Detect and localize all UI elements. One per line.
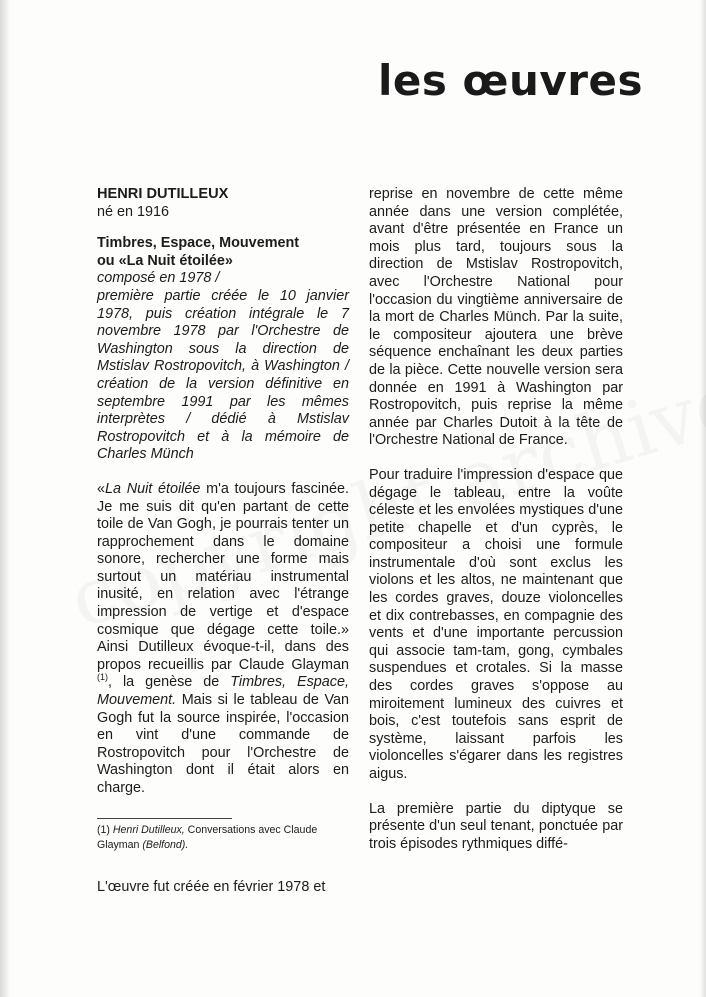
left-column (97, 186, 349, 896)
author-birth: né en 1916 (97, 203, 170, 220)
footnote-divider (97, 818, 232, 819)
page-title: les œuvres (378, 56, 643, 105)
quote-paragraph (97, 481, 349, 798)
quote-text: m'a toujours fascinée. Je me suis dit qu'en partant de cette toile de Van Gogh, je pourrais tenter un rapprochement dans le domaine sonore, rechercher une forme mais surtout un matériau instrumental inusité, en relation avec l'étrange impression de vertige et d'espace cosmique que dégage cette toile.» Ainsi Dutilleux évoque-t-il, dans des propos recueillis par Claude Glayman (97, 480, 349, 673)
quote-work-title: Timbres, Espace, Mouvement. (97, 674, 349, 709)
author-name: HENRI DUTILLEUX (97, 186, 229, 202)
footnote (97, 823, 349, 853)
right-paragraph-3: La première partie du diptyque se présente d'un seul tenant, ponctuée par trois épisodes rythmiques diffé- (369, 800, 623, 852)
quote-text-cont: , la genèse de (108, 674, 231, 691)
quote-work-name: La Nuit étoilée (105, 480, 201, 497)
footnote-number: (1) (97, 823, 113, 836)
right-paragraph-2: Pour traduire l'impression d'espace que dégage le tableau, entre la voûte céleste et les envolées mystiques d'une petite chapelle et d'un cyprès, le compositeur a choisi une formule instrumentale d'où sont exclus les violons et les altos, ne maintenant que les cordes graves, douze violoncelles et dix contrebasses, en compagnie des vents et d'une importante percussion qui associe tam-tam, gong, cymbales suspendues et crotales. Si la masse des cordes graves s'oppose au miroitement lumineux des cuivres et bois, c'est toutefois sans esprit de système, laissant parfois les violoncelles s'égarer dans les registres aigus. (369, 466, 623, 782)
right-column (369, 186, 623, 853)
work-title (97, 235, 349, 270)
footnote-book: Conversations avec Claude Glayman (97, 823, 318, 851)
footnote-reference: (1) (97, 672, 108, 683)
footnote-publisher: (Belfond). (142, 838, 189, 851)
right-paragraph-1: reprise en novembre de cette même année dans une version complétée, avant d'être présentée en France un mois plus tard, toujours sous la direction de Mstislav Rostropovitch, avec l'Orchestre National pour l'occasion du vingtième anniversaire de la mort de Charles Münch. Par la suite, le compositeur ajoutera une brève séquence enchaînant les deux parties de la pièce. Cette nouvelle version sera donnée en 1991 à Washington par Rostropovitch, puis reprise la même année par Charles Dutoit à la tête de l'Orchestre National de France. (369, 186, 623, 449)
left-closing-line: L'œuvre fut créée en février 1978 et (97, 878, 326, 895)
scan-edge-left (0, 0, 10, 997)
work-title-line1: Timbres, Espace, Mouvement (97, 235, 300, 252)
scan-edge-right (700, 0, 706, 997)
quote-text-end: Mais si le tableau de Van Gogh fut la source inspirée, l'occasion en vint d'une commande de Rostropovitch pour l'Orchestre de Washington dont il était alors en charge. (97, 692, 349, 796)
composition-date: composé en 1978 / (97, 270, 220, 287)
footnote-author: Henri Dutilleux, (112, 823, 185, 836)
work-title-line2: ou «La Nuit étoilée» (97, 252, 233, 269)
work-history: première partie créée le 10 janvier 1978, puis création intégrale le 7 novembre 1978 par l'Orchestre de Washington sous la direction de Mstislav Rostropovitch, à Washington / création de la version définitive en septembre 1991 par les mêmes interprètes / dédié à Mstislav Rostropovitch et à la mémoire de Charles Münch (97, 287, 349, 463)
quote-open: « (97, 480, 106, 497)
